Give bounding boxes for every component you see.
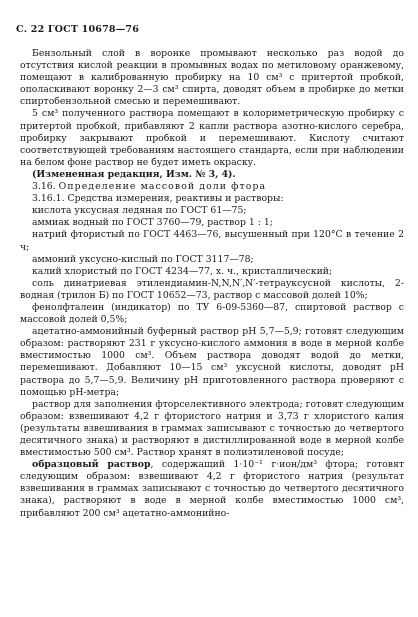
list-item: соль динатриевая этилендиамин-N,N,N′,N′-тетрауксусной кислоты, 2-водная (трилон Б) по ГОСТ 10652—73, раствор с массовой долей 10%; [20,277,404,301]
term-bold: образцовый раствор [32,459,151,471]
list-item: фенолфталеин (индикатор) по ТУ 6-09-5360—87, спиртовой раствор с массовой долей 0,5%; [20,301,404,326]
term-text: , содержащий 1·10⁻¹ г·ион/дм³ фтора; готовят следующим образом: взвешивают 4,2 г фтористого натрия (результат взвешивания в граммах записывают с точностью до четвертого десятичного знака), растворяют в воде в мерной колбе вместимостью 1000 см³, прибавляют 200 см³ ацетатно-аммонийно- [20,459,405,519]
section-number: 3.16. [32,181,59,193]
amendment-note: (Измененная редакция, Изм. № 3, 4). [32,168,236,180]
list-item: натрий фтористый по ГОСТ 4463—76, высушенный при 120°С в течение 2 ч; [20,229,404,253]
section-heading [20,181,404,193]
paragraph: 3.16.1. Средства измерения, реактивы и растворы: [32,193,284,205]
list-item: аммоний уксусно-кислый по ГОСТ 3117—78; [32,253,254,265]
section-title: Определение массовой доли фтора [58,181,267,193]
list-item: ацетатно-аммонийный буферный раствор pH 5,7—5,9; готовят следующим образом: растворяют 231 г уксусно-кислого аммония в воде в мерной колбе вместимостью 1000 см³. Объем раствора доводят водой до метки, перемешивают. Добавляют 10—15 см³ уксусной кислоты, доводят pH раствора до 5,7—5,9. Величину pH приготовленного раствора проверяют с помощью pH-метра; [20,326,404,398]
paragraph: 5 см³ полученного раствора помещают в колориметрическую пробирку с притертой пробкой, прибавляют 2 капли раствора азотно-кислого серебра, пробирку закрывают пробкой и перемешивают. Кислоту считают соответствующей требованиям настоящего стандарта, если при наблюдении на белом фоне раствор не будет иметь окраску. [20,108,404,168]
page-header: С. 22 ГОСТ 10678—76 [16,24,140,35]
list-item: аммиак водный по ГОСТ 3760—79, раствор 1 : 1; [32,217,273,229]
list-item: раствор для заполнения фторселективного электрода; готовят следующим образом: взвешивают 4,2 г фтористого натрия и 3,73 г хлористого калия (результаты взвешивания в граммах записывают с точностью до четвертого десятичного знака) и растворяют в дистиллированной воде в мерной колбе вместимостью 500 см³. Раствор хранят в полиэтиленовой посуде; [20,398,404,459]
list-item: кислота уксусная ледяная по ГОСТ 61—75; [32,205,247,217]
list-item: калий хлористый по ГОСТ 4234—77, х. ч., кристаллический; [32,265,333,277]
paragraph: Бензольный слой в воронке промывают несколько раз водой до отсутствия кислой реакции в промывных водах по метиловому оранжевому, помещают в калиброванную пробирку на 10 см³ с притертой пробкой, ополаскивают воронку 2—3 см³ спирта, доводят объем в пробирке до метки спиртобензольной смесью и перемешивают. [20,48,404,108]
list-item [20,459,404,519]
document-body [20,48,404,520]
